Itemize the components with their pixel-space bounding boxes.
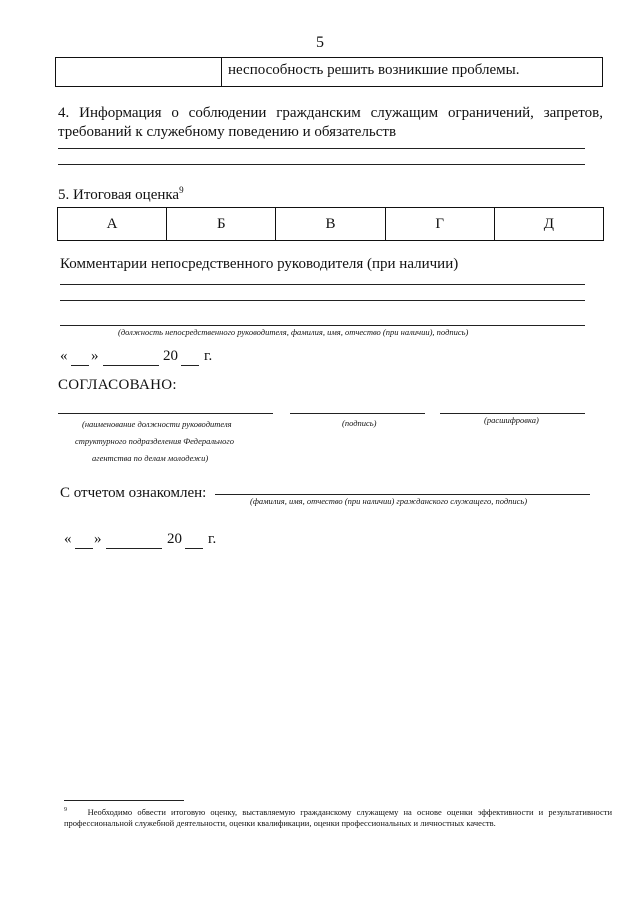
section-4-line-1 <box>58 148 585 149</box>
agreed-decoding-caption: (расшифровка) <box>484 415 539 425</box>
top-table-empty-cell <box>56 58 222 86</box>
footnote-separator <box>64 800 184 801</box>
agreed-position-caption-3: агентства по делам молодежи) <box>92 453 209 463</box>
date-suffix-2: г. <box>208 531 217 547</box>
date-month-line-1 <box>103 365 159 366</box>
date-close-quote-1: » <box>91 348 99 364</box>
acknowledged-line <box>215 494 590 495</box>
grade-cell-g[interactable]: Г <box>386 208 495 240</box>
date-month-line-2 <box>106 548 162 549</box>
agreed-title: СОГЛАСОВАНО: <box>58 377 177 393</box>
section-5-title: 5. Итоговая оценка$^9$ <box>58 185 184 203</box>
grade-cell-a[interactable]: А <box>58 208 167 240</box>
manager-signature-caption: (должность непосредственного руководителя, фамилия, имя, отчество (при наличии), подпись) <box>118 327 469 337</box>
date-year-prefix-2: 20 <box>167 531 182 547</box>
comments-line-1 <box>60 284 585 285</box>
footnote-ref: 9 <box>179 185 184 195</box>
grade-cell-d[interactable]: Д <box>543 215 555 232</box>
acknowledged-label: С отчетом ознакомлен: <box>60 485 207 501</box>
footnote-text: Необходимо обвести итоговую оценку, выставляемую гражданскому служащему на основе оценки эффективности и результативности профессиональной служебной деятельности, оценки квалификации, оценки профессиональных и личностных качеств. <box>64 806 612 829</box>
top-table <box>55 57 603 87</box>
top-table-right-cell: неспособность решить возникшие проблемы. <box>228 62 520 78</box>
agreed-signature-caption: (подпись) <box>342 418 377 428</box>
footnote <box>64 805 612 830</box>
manager-signature-line <box>60 325 585 326</box>
date-close-quote-2: » <box>94 531 102 547</box>
agreed-position-caption-1: (наименование должности руководителя <box>82 419 232 429</box>
date-day-line-1 <box>71 365 89 366</box>
date-open-quote-2: « <box>64 531 72 547</box>
comments-line-2 <box>60 300 585 301</box>
date-year-line-2 <box>185 548 203 549</box>
agreed-signature-line <box>290 413 425 414</box>
grade-cell-v[interactable]: В <box>276 208 385 240</box>
agreed-position-caption-2: структурного подразделения Федерального <box>75 436 234 446</box>
section-4-line-2 <box>58 164 585 165</box>
agreed-position-line <box>58 413 273 414</box>
grade-cell-b[interactable]: Б <box>167 208 276 240</box>
date-open-quote-1: « <box>60 348 68 364</box>
page-number: 5 <box>316 34 324 51</box>
date-suffix-1: г. <box>204 348 213 364</box>
grade-table <box>57 207 604 241</box>
date-year-prefix-1: 20 <box>163 348 178 364</box>
footnote-marker: 9 <box>64 807 67 813</box>
section-4-text: 4. Информация о соблюдении гражданским служащим ограничений, запретов, требований к служебному поведению и обязательств <box>58 105 603 140</box>
date-day-line-2 <box>75 548 93 549</box>
comments-title: Комментарии непосредственного руководителя (при наличии) <box>60 256 459 272</box>
agreed-decoding-line <box>440 413 585 414</box>
acknowledged-caption: (фамилия, имя, отчество (при наличии) гражданского служащего, подпись) <box>250 496 528 506</box>
date-year-line-1 <box>181 365 199 366</box>
